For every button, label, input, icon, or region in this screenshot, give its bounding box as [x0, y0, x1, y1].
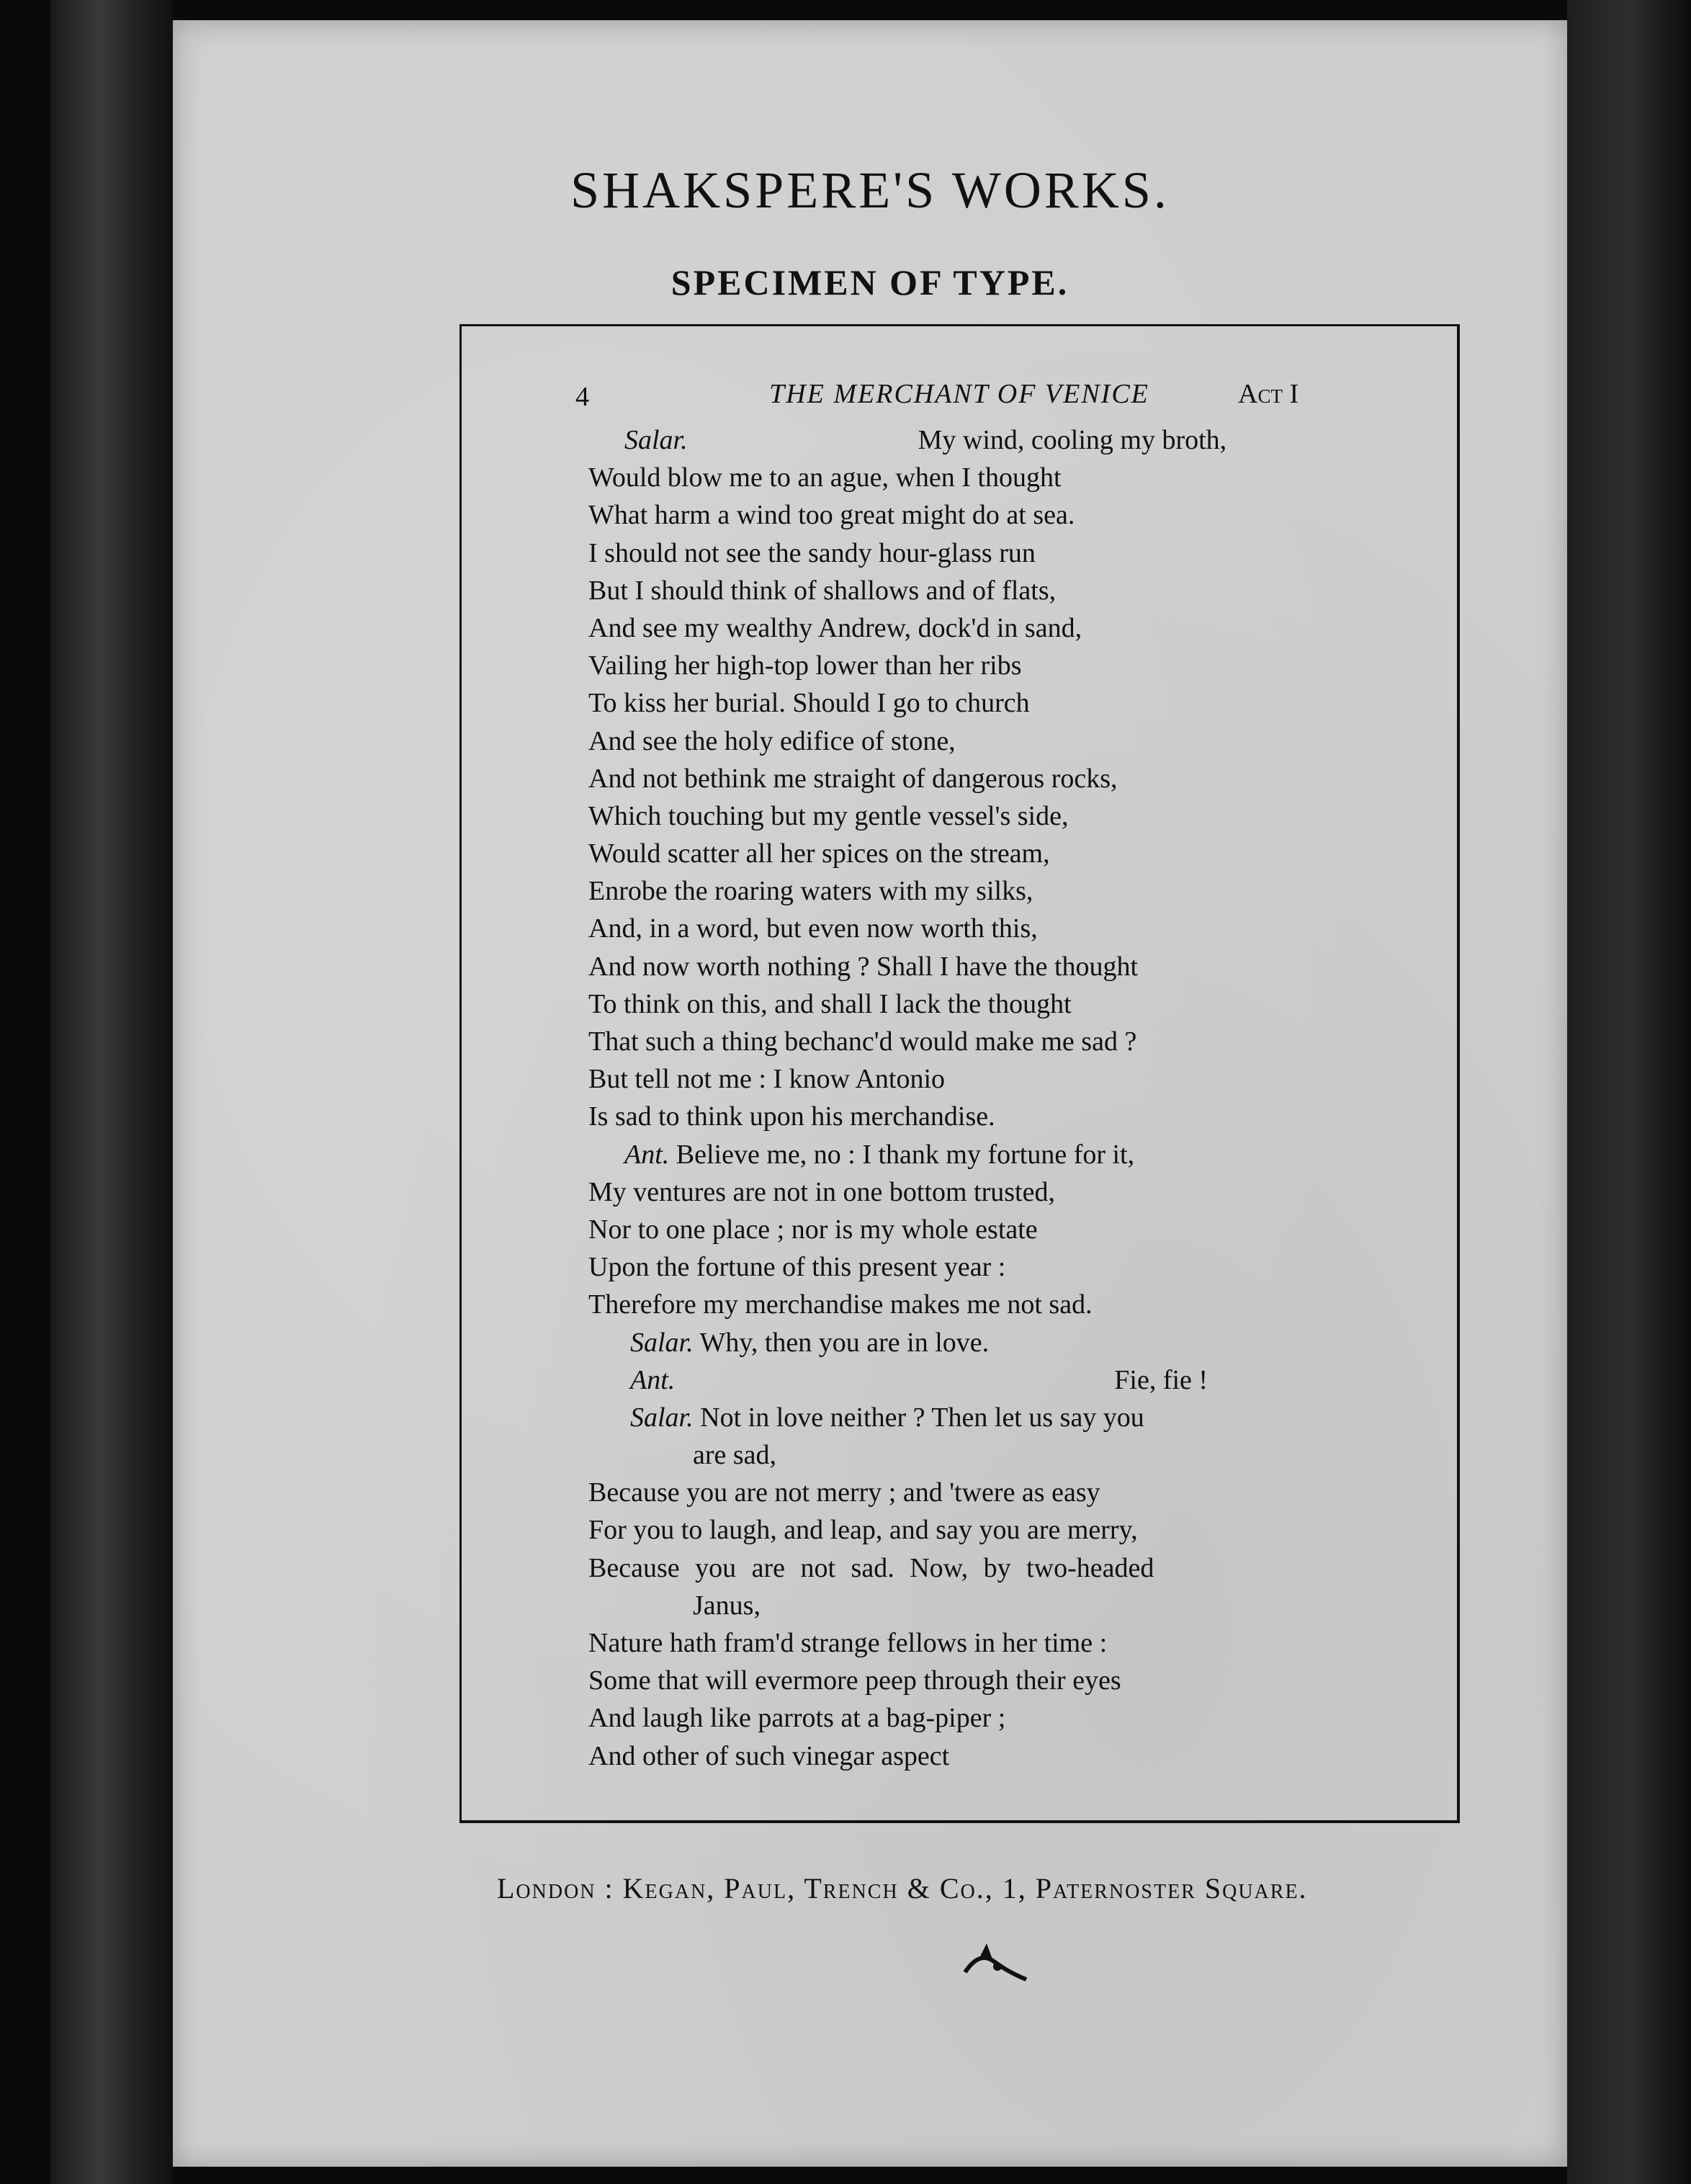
verse-line-continuation: are sad, — [693, 1440, 777, 1471]
verse-line — [588, 1324, 1417, 1361]
verse-line: And not bethink me straight of dangerous rocks, — [588, 763, 1118, 794]
verse-line: And now worth nothing ? Shall I have the thought — [588, 951, 1139, 982]
type-specimen-frame — [459, 324, 1460, 1823]
speech-text: Fie, fie ! — [1114, 1364, 1208, 1395]
speaker-name: Salar. — [630, 1327, 694, 1358]
ornament-mark-icon — [958, 1929, 1037, 1987]
verse-line: Vailing her high-top lower than her ribs — [588, 650, 1022, 681]
verse-line: But I should think of shallows and of flats, — [588, 575, 1057, 606]
verse-line: Would blow me to an ague, when I thought — [588, 462, 1062, 493]
verse-line: And other of such vinegar aspect — [588, 1740, 950, 1771]
verse-line — [588, 1399, 1417, 1436]
verse-line: To think on this, and shall I lack the thought — [588, 988, 1072, 1019]
speaker-name: Ant. — [630, 1364, 676, 1395]
verse-line: But tell not me : I know Antonio — [588, 1064, 946, 1095]
verse-line: For you to laugh, and leap, and say you are merry, — [588, 1515, 1138, 1546]
verse-line: And see the holy edifice of stone, — [588, 725, 956, 756]
verse-line: And see my wealthy Andrew, dock'd in sand, — [588, 612, 1082, 643]
verse-line: Nor to one place ; nor is my whole estate — [588, 1214, 1038, 1245]
act-label: Act I — [1238, 379, 1299, 409]
verse-line: And laugh like parrots at a bag-piper ; — [588, 1703, 1006, 1734]
page-title: SHAKSPERE'S WORKS. — [570, 161, 1170, 219]
speech-text: Believe me, no : I thank my fortune for it, — [676, 1139, 1135, 1170]
verse-line: Upon the fortune of this present year : — [588, 1252, 1006, 1283]
speaker-name: Ant. — [624, 1139, 670, 1170]
play-title: THE MERCHANT OF VENICE — [769, 379, 1149, 409]
publisher-imprint: London : Kegan, Paul, Trench & Co., 1, Paternoster Square. — [497, 1872, 1308, 1905]
running-head — [462, 378, 1457, 414]
speaker-name: Salar. — [624, 425, 688, 455]
verse-line — [588, 1361, 1417, 1399]
verse-line: I should not see the sandy hour-glass run — [588, 537, 1036, 568]
verse-line: Would scatter all her spices on the stream, — [588, 838, 1050, 869]
book-binding — [50, 0, 173, 2184]
printer-ornament-icon — [958, 1929, 1037, 1997]
verse-line: To kiss her burial. Should I go to church — [588, 688, 1030, 719]
book-page — [173, 20, 1567, 2167]
verse-line: That such a thing bechanc'd would make me sad ? — [588, 1026, 1137, 1057]
verse-line: What harm a wind too great might do at sea. — [588, 500, 1075, 531]
verse-line: My ventures are not in one bottom trusted, — [588, 1176, 1055, 1207]
verse-line: Therefore my merchandise makes me not sad. — [588, 1289, 1093, 1320]
page-subtitle: SPECIMEN OF TYPE. — [670, 262, 1069, 303]
speech-text: Why, then you are in love. — [699, 1327, 990, 1358]
verse-line: Because you are not merry ; and 'twere as easy — [588, 1477, 1100, 1508]
verse-line: Enrobe the roaring waters with my silks, — [588, 876, 1033, 907]
verse-line: Which touching but my gentle vessel's side, — [588, 800, 1069, 831]
verse-block — [588, 421, 1417, 1775]
speech-text: My wind, cooling my broth, — [918, 425, 1227, 455]
speech-text: Not in love neither ? Then let us say you — [700, 1402, 1144, 1433]
facing-page-edge — [1567, 0, 1691, 2184]
verse-line-continuation: Janus, — [693, 1590, 761, 1621]
verse-line: And, in a word, but even now worth this, — [588, 913, 1038, 944]
verse-line: Some that will evermore peep through their eyes — [588, 1665, 1121, 1696]
page-number: 4 — [575, 382, 589, 412]
verse-line: Because you are not sad. Now, by two-headed — [588, 1552, 1154, 1583]
verse-line: Nature hath fram'd strange fellows in her time : — [588, 1628, 1108, 1658]
verse-line — [588, 1136, 1417, 1173]
verse-line: Is sad to think upon his merchandise. — [588, 1101, 995, 1132]
verse-line — [588, 421, 1417, 459]
speaker-name: Salar. — [630, 1402, 694, 1433]
